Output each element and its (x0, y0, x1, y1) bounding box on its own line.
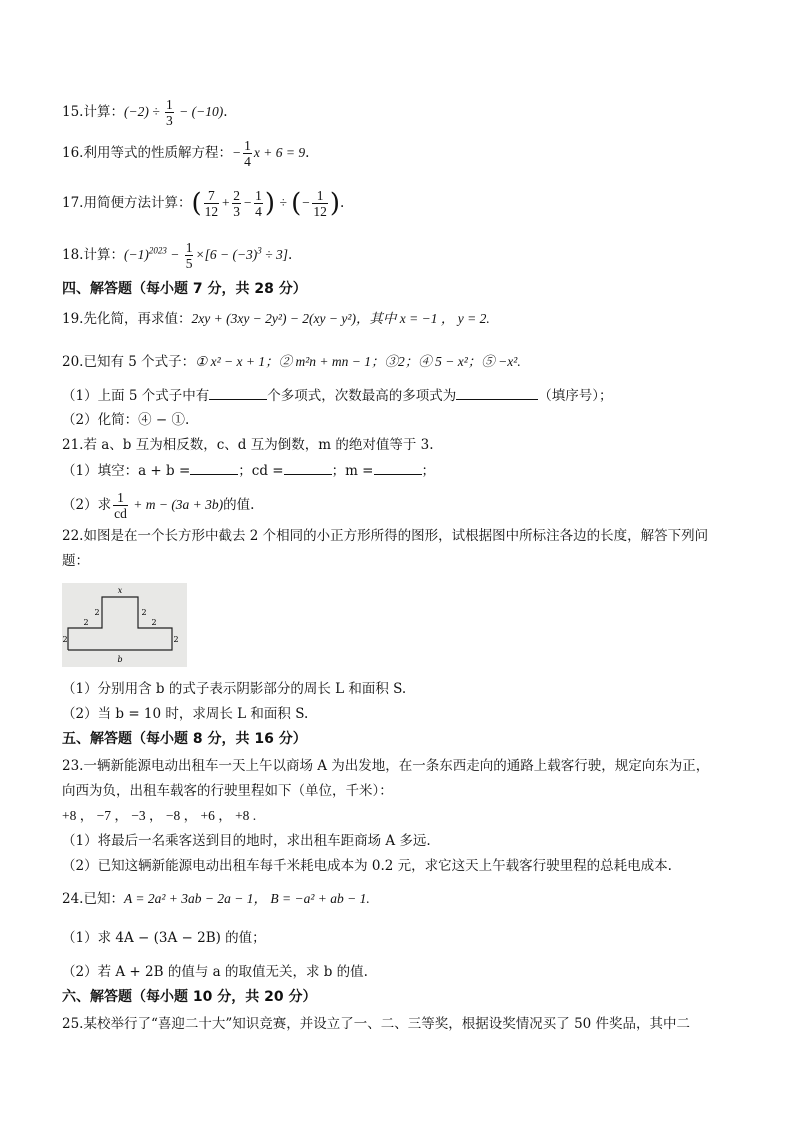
question-23-part-1: （1）将最后一名乘客送到目的地时，求出租车距商场 A 多远. (62, 833, 431, 849)
question-20-part-2: （2）化简：④ − ①. (62, 412, 190, 428)
label-2: 2 (83, 618, 89, 627)
question-17: 17.用简便方法计算：( $\frac{7}{12}$ + $\frac{2}{3}$ − $\frac{1}{4}$ ) ÷ (− $\frac{1}{12}$ ). (62, 188, 345, 219)
question-20: 20.已知有 5 个式子：① x² − x + 1；② m²n + mn − 1；③2；④ 5 − x²；⑤ −x². (62, 354, 521, 370)
question-22-part-1: （1）分别用含 b 的式子表示阴影部分的周长 L 和面积 S. (62, 681, 407, 697)
fraction: $\frac{1}{3}$ (166, 97, 173, 128)
question-24-part-2: （2）若 A + 2B 的值与 a 的取值无关，求 b 的值. (62, 964, 368, 980)
label-2: 2 (62, 635, 68, 644)
question-21-part-1: （1）填空：a + b = ；cd = ；m = ； (62, 460, 435, 481)
question-15: 15.计算：(−2) ÷ $\frac{1}{3}$ − (−10). (62, 97, 228, 128)
question-23-data: +8 ， −7 ， −3 ， −8 ， +6 ， +8 . (62, 808, 257, 823)
answer-blank[interactable] (374, 460, 422, 475)
question-22: 22.如图是在一个长方形中截去 2 个相同的小正方形所得的图形，试根据图中所标注各边的长度，解答下列问 (62, 528, 709, 544)
figure-t-shape (62, 583, 187, 667)
fraction: $\frac{1}{4}$ (244, 138, 251, 169)
label-2: 2 (141, 608, 147, 617)
question-22-cont: 题： (62, 553, 89, 569)
question-19: 19.先化简，再求值：2xy + (3xy − 2y²) − 2(xy − y²)，其中 x = −1 ， y = 2. (62, 311, 490, 327)
t-shape-diagram (62, 583, 187, 667)
section-6-heading: 六、解答题（每小题 10 分，共 20 分） (62, 989, 317, 1005)
section-4-heading: 四、解答题（每小题 7 分，共 28 分） (62, 281, 307, 297)
label-2: 2 (173, 635, 179, 644)
question-24: 24.已知：A = 2a² + 3ab − 2a − 1， B = −a² + ab − 1. (62, 891, 370, 907)
answer-blank[interactable] (209, 385, 267, 400)
section-5-heading: 五、解答题（每小题 8 分，共 16 分） (62, 731, 307, 747)
label-x: x (117, 586, 123, 595)
answer-blank[interactable] (190, 460, 238, 475)
answer-blank[interactable] (284, 460, 332, 475)
question-23: 23.一辆新能源电动出租车一天上午以商场 A 为出发地，在一条东西走向的通路上载客行驶，规定向东为正， (62, 758, 710, 774)
question-20-part-1: （1）上面 5 个式子中有 个多项式，次数最高的多项式为 （填序号）； (62, 385, 613, 406)
question-25: 25.某校举行了“喜迎二十大”知识竞赛，并设立了一、二、三等奖，根据设奖情况买了 50 件奖品，其中二 (62, 1016, 691, 1032)
question-22-part-2: （2）当 b = 10 时，求周长 L 和面积 S. (62, 706, 309, 722)
question-23-cont: 向西为负，出租车载客的行驶里程如下（单位，千米）： (62, 783, 393, 799)
label-2: 2 (151, 618, 157, 627)
answer-blank[interactable] (456, 385, 538, 400)
question-24-part-1: （1）求 4A − (3A − 2B) 的值； (62, 930, 266, 946)
label-2: 2 (94, 608, 100, 617)
question-21: 21.若 a、b 互为相反数，c、d 互为倒数，m 的绝对值等于 3. (62, 437, 434, 453)
question-16: 16.利用等式的性质解方程：− $\frac{1}{4}$ x + 6 = 9. (62, 138, 310, 169)
question-21-part-2: （2）求 $\frac{1}{cd}$ + m − (3a + 3b)的值. (62, 490, 255, 521)
question-23-part-2: （2）已知这辆新能源电动出租车每千米耗电成本为 0.2 元，求它这天上午载客行驶里程的总耗电成本. (62, 858, 672, 874)
question-18: 18.计算：$(-1)^{2023}$ − $\frac{1}{5}$ $\times[6 - (-3)^3 \div 3]$. (62, 240, 293, 271)
label-b: b (117, 655, 123, 664)
